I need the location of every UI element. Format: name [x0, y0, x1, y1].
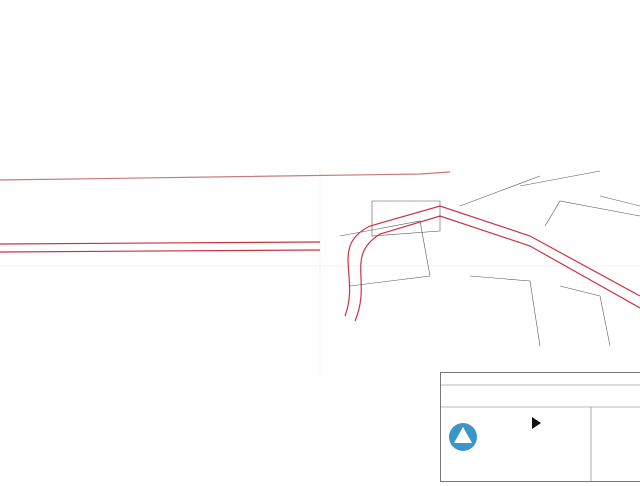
title-block — [440, 372, 640, 482]
firm-logo-icon — [532, 417, 541, 429]
title-block-drawing — [441, 373, 640, 481]
subdivision-map — [0, 166, 640, 376]
